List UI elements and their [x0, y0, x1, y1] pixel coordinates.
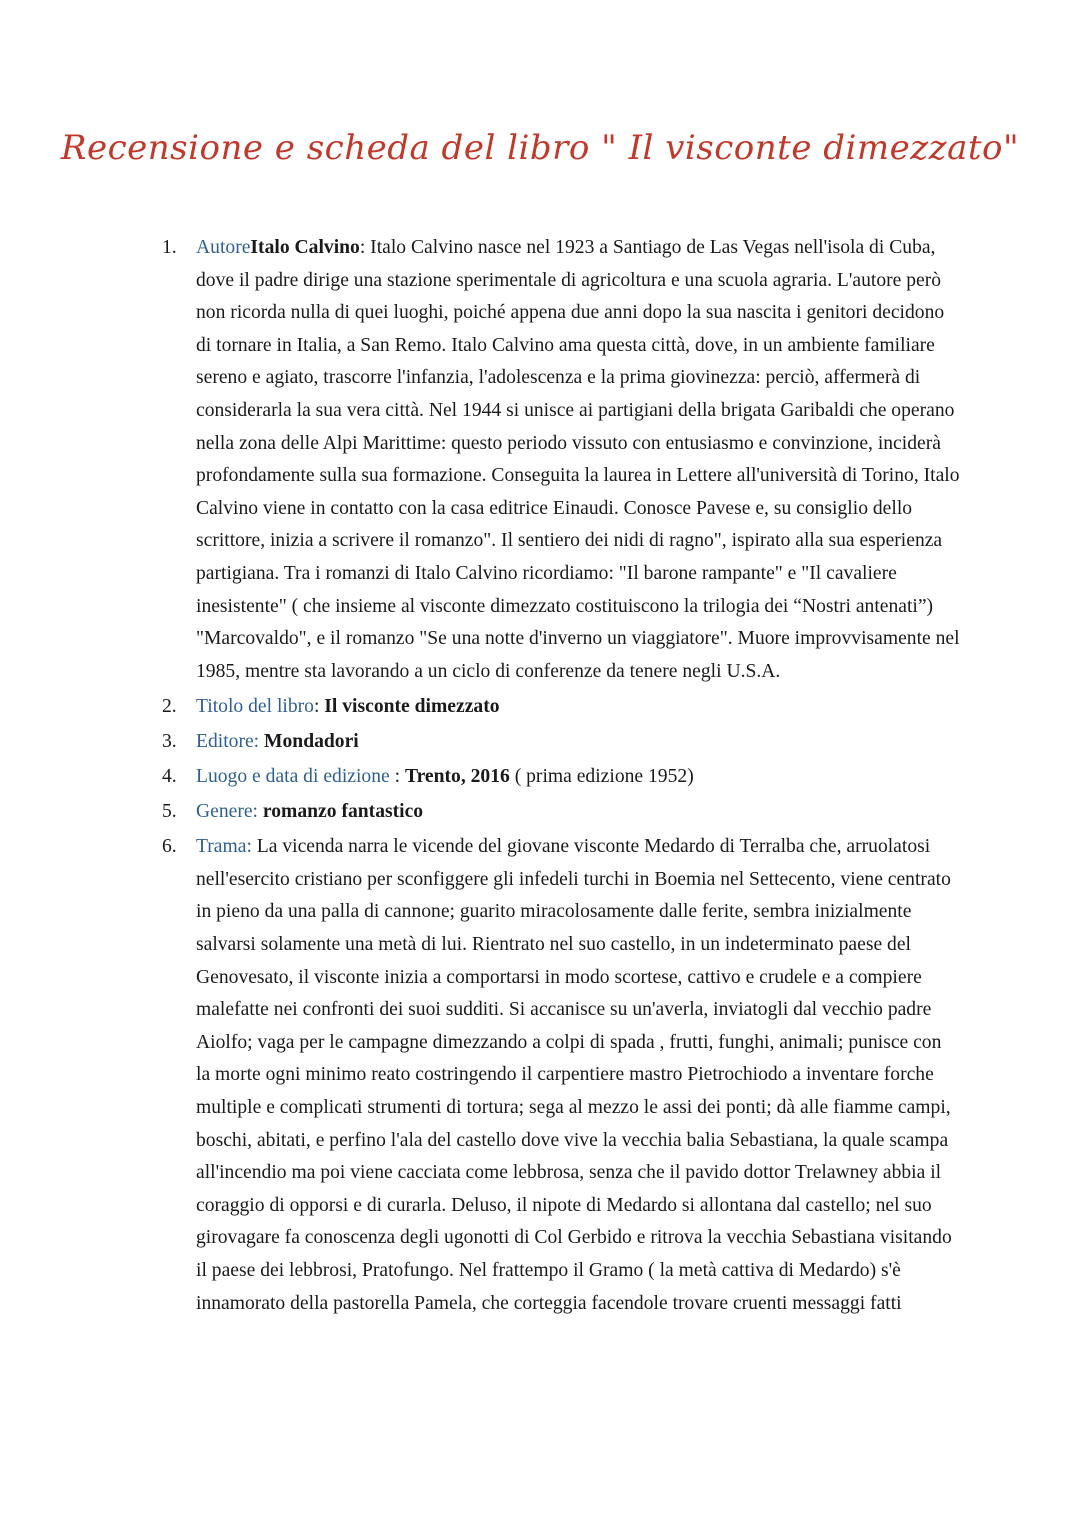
list-item-title [160, 691, 960, 724]
item-label: Autore [196, 237, 251, 258]
list-item-edition [160, 761, 960, 794]
item-label: Titolo del libro [196, 695, 314, 717]
list-item-author [160, 232, 960, 688]
list-item-genre [160, 796, 960, 829]
page-title: Recensione e scheda del libro " Il visconte dimezzato" [60, 128, 1020, 168]
item-label: Luogo e data di edizione [196, 766, 390, 787]
item-value: Italo Calvino [250, 237, 360, 258]
item-label: Trama: [196, 836, 257, 858]
item-number: 5. [162, 801, 177, 823]
item-value: Il visconte dimezzato [324, 695, 500, 717]
list-item-publisher [160, 726, 960, 759]
item-number: 4. [162, 766, 177, 787]
item-separator: : [389, 766, 405, 787]
item-separator: : [313, 695, 325, 717]
item-number: 6. [162, 836, 177, 858]
item-value: Trento, 2016 [404, 766, 510, 787]
item-value: romanzo fantastico [262, 801, 424, 823]
item-text: ( prima edizione 1952) [509, 766, 694, 787]
item-text: : Italo Calvino nasce nel 1923 a Santiago de Las Vegas nell'isola di Cuba, dove il padre dirige una stazione sperimentale di agricoltura e una scuola agraria. L'autore però non ricorda nulla di quei luoghi, poiché appena due anni dopo la sua nascita i genitori decidono di tornare in Italia, a San Remo. Italo Calvino ama questa città, dove, in un ambiente familiare sereno e agiato, trascorre l'infanzia, l'adolescenza e la prima giovinezza: perciò, affermerà di considerarla la sua vera città. Nel 1944 si unisce ai partigiani della brigata Garibaldi che operano nella zona delle Alpi Marittime: questo periodo vissuto con entusiasmo e convinzione, inciderà profondamente sulla sua formazione. Conseguita la laurea in Lettere all'università di Torino, Italo Calvino viene in contatto con la casa editrice Einaudi. Conosce Pavese e, su consiglio dello scrittore, inizia a scrivere il romanzo". Il sentiero dei nidi di ragno", ispirato alla sua esperienza partigiana. Tra i romanzi di Italo Calvino ricordiamo: "Il barone rampante" e "Il cavaliere inesistente" ( che insieme al visconte dimezzato costituiscono la trilogia dei “Nostri antenati”) "Marcovaldo", e il romanzo "Se una notte d'inverno un viaggiatore". Muore improvvisamente nel 1985, mentre sta lavorando a un ciclo di conferenze da tenere negli U.S.A. [196, 237, 960, 682]
item-number: 3. [162, 730, 177, 752]
list-item-plot [160, 831, 960, 1320]
item-value: Mondadori [264, 730, 359, 752]
book-sheet-list [160, 232, 960, 1323]
item-text: La vicenda narra le vicende del giovane visconte Medardo di Terralba che, arruolatosi nell'esercito cristiano per sconfiggere gli infedeli turchi in Boemia nel Settecento, viene centrato in pieno da una palla di cannone; guarito miracolosamente dalle ferite, sembra inizialmente salvarsi solamente una metà di lui. Rientrato nel suo castello, in un indeterminato paese del Genovesato, il visconte inizia a comportarsi in modo scortese, cattivo e crudele e a compiere malefatte nei confronti dei suoi sudditi. Si accanisce su un'averla, inviatogli dal vecchio padre Aiolfo; vaga per le campagne dimezzando a colpi di spada , frutti, funghi, animali; punisce con la morte ogni minimo reato costringendo il carpentiere mastro Pietrochiodo a inventare forche multiple e complicati strumenti di tortura; sega al mezzo le assi dei ponti; dà alle fiamme campi, boschi, abitati, e perfino l'ala del castello dove vive la vecchia balia Sebastiana, la quale scampa all'incendio ma poi viene cacciata come lebbrosa, senza che il pavido dottor Trelawney abbia il coraggio di opporsi e di curarla. Deluso, il nipote di Medardo si allontana dal castello; nel suo girovagare fa conoscenza degli ugonotti di Col Gerbido e ritrova la vecchia Sebastiana visitando il paese dei lebbrosi, Pratofungo. Nel frattempo il Gramo ( la metà cattiva di Medardo) s'è innamorato della pastorella Pamela, che corteggia facendole trovare cruenti messaggi fatti [196, 836, 952, 1314]
item-number: 1. [162, 237, 177, 258]
item-number: 2. [162, 695, 177, 717]
item-label: Editore: [196, 730, 265, 752]
item-label: Genere: [196, 801, 263, 823]
